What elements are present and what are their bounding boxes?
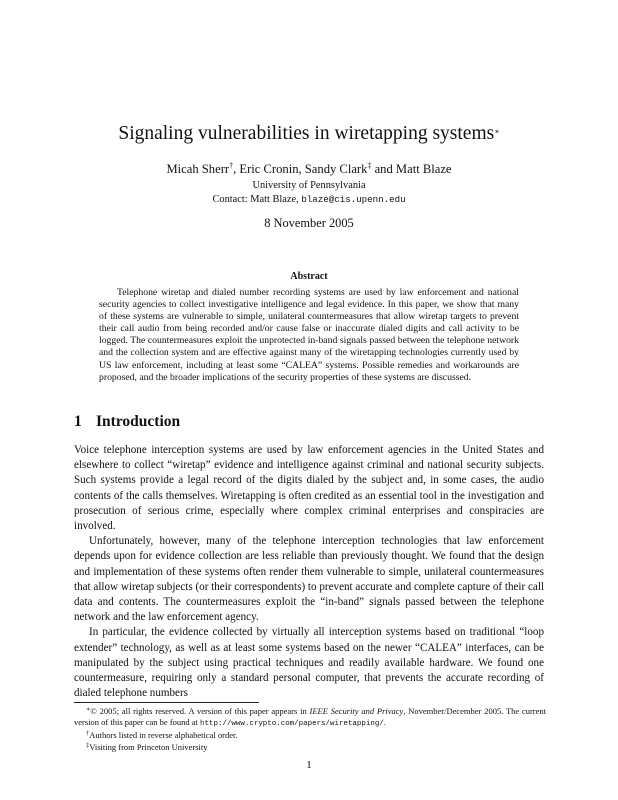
paper-title — [0, 122, 618, 146]
page-number: 1 — [306, 759, 312, 771]
author-separator: , — [298, 162, 305, 176]
footnote-author-order-text: Authors listed in reverse alphabetical order. — [89, 730, 238, 741]
footnote-copyright — [74, 706, 546, 730]
section-title: Introduction — [96, 413, 181, 430]
body-paragraph: Voice telephone interception systems are used by law enforcement agencies in the United States and elsewhere to collect “wiretap” evidence and intelligence against criminal and national security subjects. Such systems provide a legal record of the digits dialed by the subject and, in some cases, the audio contents of the calls themselves. Wiretapping is often credited as an essential tool in the investigation and prosecution of serious crime, especially where complex criminal enterprises and conspiracies are involved. — [74, 444, 544, 533]
footnote-venue: IEEE Security and Privacy — [309, 706, 404, 716]
footnote-star-mark: ∗ — [86, 706, 91, 713]
paper-title-text: Signaling vulnerabilities in wiretapping systems — [118, 123, 495, 144]
author-cronin: Eric Cronin — [239, 162, 299, 176]
footnote-copyright-text: © 2005; all rights reserved. A version of this paper appears in — [90, 706, 307, 716]
author-sherr-mark: † — [229, 161, 234, 170]
author-list — [0, 161, 618, 177]
paper-date: 8 November 2005 — [264, 216, 354, 230]
footnote-period: . — [383, 717, 386, 728]
affiliation: University of Pennsylvania — [252, 180, 366, 191]
section-number: 1 — [74, 413, 82, 430]
footnote-visiting — [74, 742, 546, 753]
body-paragraph: In particular, the evidence collected by virtually all interception systems based on traditional “loop extender” technology, as well as at least some systems based on the newer “CALEA” interfaces, can be manipulated by the subject using practical techniques and readily available hardware. We found one countermeasure, requiring only a standard personal computer, that prevents the accurate recording of dialed telephone numbers — [74, 626, 544, 700]
abstract-body: Telephone wiretap and dialed number recording systems are used by law enforcement and national security agencies to collect investigative intelligence and legal evidence. In this paper, we show that many of these systems are vulnerable to simple, unilateral countermeasures that allow wiretap targets to prevent their call audio from being recorded and/or cause false or inaccurate dialed digits and call activity to be logged. The countermeasures exploit the unprotected in-band signals passed between the telephone network and the collection system and are effective against many of the wiretapping technologies currently used by US law enforcement, including at least some “CALEA” systems. Possible remedies and workarounds are proposed, and the broader implications of the security properties of these systems are discussed. — [99, 287, 519, 383]
footnote-url: http://www.crypto.com/papers/wiretapping/ — [200, 720, 384, 729]
section-heading — [74, 413, 544, 431]
body-paragraph: Unfortunately, however, many of the telephone interception technologies that law enforcement depends upon for evidence collection are less reliable than previously thought. We found that the design and implementation of these systems often render them vulnerable to simple, unilateral countermeasures that allow wiretap subjects (or their correspondents) to prevent accurate and complete capture of their call data and contents. The countermeasures exploit the “in-band” signals passed between the telephone network and the law enforcement agency. — [74, 535, 544, 624]
author-sherr: Micah Sherr — [166, 162, 230, 176]
footnote-dagger-mark: † — [86, 730, 90, 738]
abstract-heading: Abstract — [290, 271, 328, 282]
contact-line — [0, 193, 618, 206]
footnote-visiting-text: Visiting from Princeton University — [89, 741, 208, 752]
section-body — [74, 443, 544, 701]
footnote-author-order — [74, 730, 546, 741]
footnote-rule — [74, 702, 259, 703]
footnote-ddagger-mark: ‡ — [86, 741, 90, 749]
footnote-copyright-text-2: , November/December 2005. The current version of this paper can be found at — [74, 706, 547, 728]
author-clark: Sandy Clark — [304, 162, 368, 176]
footnotes — [74, 706, 546, 753]
author-clark-mark: ‡ — [367, 161, 372, 170]
title-footnote-mark: ∗ — [494, 127, 500, 136]
contact-label: Contact: Matt Blaze, — [212, 194, 299, 205]
contact-email: blaze@cis.upenn.edu — [301, 194, 406, 205]
author-blaze: and Matt Blaze — [374, 162, 452, 176]
author-separator: , — [233, 162, 240, 176]
